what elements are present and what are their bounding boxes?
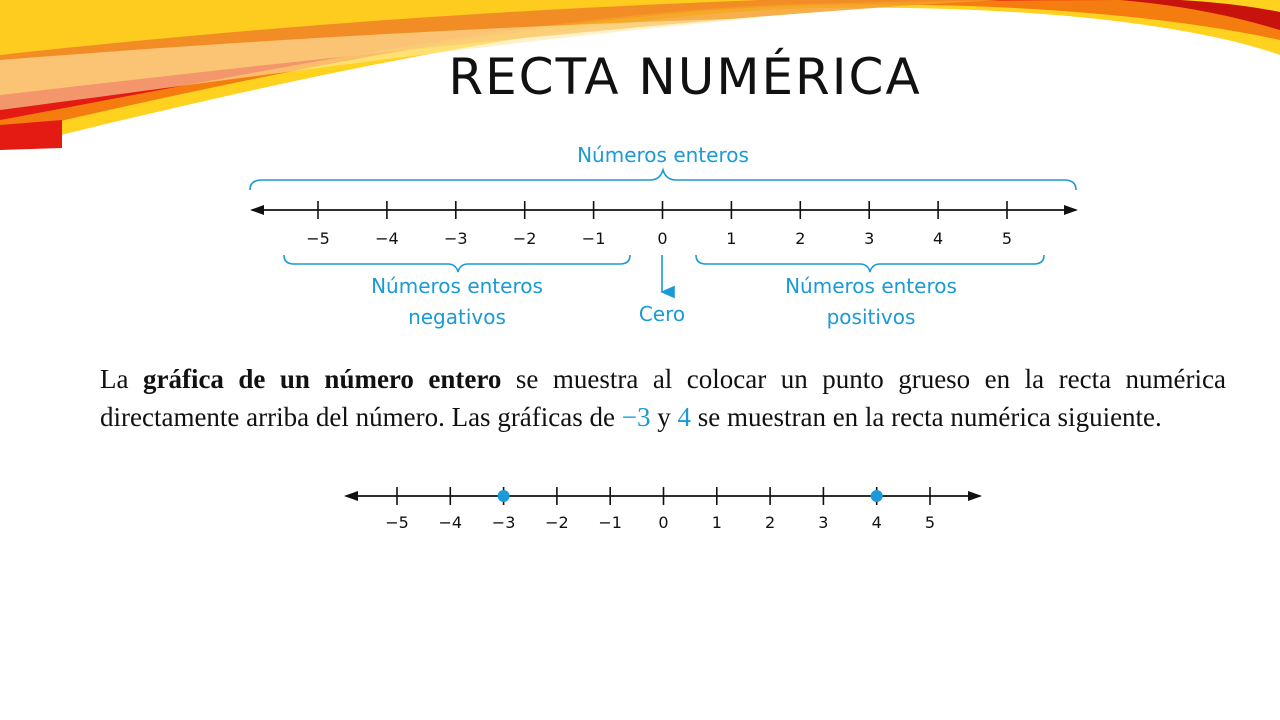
paragraph-value-a: −3 <box>621 402 651 432</box>
paragraph-text-1: La <box>100 364 143 394</box>
bottom-tick-label: 3 <box>818 513 829 532</box>
bottom-tick-label: −4 <box>438 513 463 532</box>
axis-arrow-left <box>250 205 264 215</box>
positive-integers-label-line2: positivos <box>826 305 916 329</box>
positive-integers-label <box>771 271 971 333</box>
paragraph-text-3: y <box>650 402 678 432</box>
paragraph-text-2: se muestra al colocar un punto grueso en la recta numérica directamente arriba del número. Las gráficas de <box>100 364 1226 432</box>
bottom-tick-label: −2 <box>545 513 569 532</box>
positive-integers-brace <box>696 255 1044 272</box>
paragraph-value-b: 4 <box>677 402 691 432</box>
top-tick-label: 2 <box>795 229 806 248</box>
bottom-tick-label: 5 <box>924 513 936 532</box>
top-tick-label: 3 <box>864 229 875 248</box>
bottom-axis-arrow-right <box>968 491 982 501</box>
paragraph-bold-term: gráfica de un número entero <box>142 364 502 394</box>
graphed-point <box>871 490 883 502</box>
paragraph-text-4: se muestran en la recta numérica siguiente. <box>690 402 1162 432</box>
top-tick-label: 0 <box>657 229 668 248</box>
integers-brace <box>250 170 1076 190</box>
top-tick-label: 1 <box>726 229 737 248</box>
top-tick-label: −2 <box>512 229 537 248</box>
explanation-paragraph <box>100 360 1226 436</box>
bottom-tick-label: 2 <box>765 513 776 532</box>
bottom-tick-label: −5 <box>385 513 409 532</box>
bottom-tick-label: −1 <box>598 513 622 532</box>
bottom-tick-label: 4 <box>871 513 882 532</box>
negative-integers-label-line1: Números enteros <box>371 274 543 298</box>
top-tick-label: −1 <box>581 229 606 248</box>
negative-integers-brace <box>284 255 630 272</box>
integers-label: Números enteros <box>577 143 749 167</box>
top-tick-label: −5 <box>306 229 330 248</box>
bottom-axis-arrow-left <box>344 491 358 501</box>
axis-arrow-right <box>1064 205 1078 215</box>
top-tick-label: −4 <box>375 229 399 248</box>
top-tick-label: −3 <box>444 229 468 248</box>
top-tick-label: 4 <box>933 229 944 248</box>
bottom-tick-label: −3 <box>491 513 516 532</box>
negative-integers-label <box>357 271 557 333</box>
page-title: RECTA NUMÉRICA <box>448 48 922 106</box>
bottom-tick-label: 0 <box>658 513 669 532</box>
bottom-tick-label: 1 <box>711 513 722 532</box>
graphed-point <box>498 490 510 502</box>
zero-label: Cero <box>638 302 686 326</box>
negative-integers-label-line2: negativos <box>408 305 506 329</box>
top-tick-label: 5 <box>1001 229 1013 248</box>
positive-integers-label-line1: Números enteros <box>785 274 957 298</box>
